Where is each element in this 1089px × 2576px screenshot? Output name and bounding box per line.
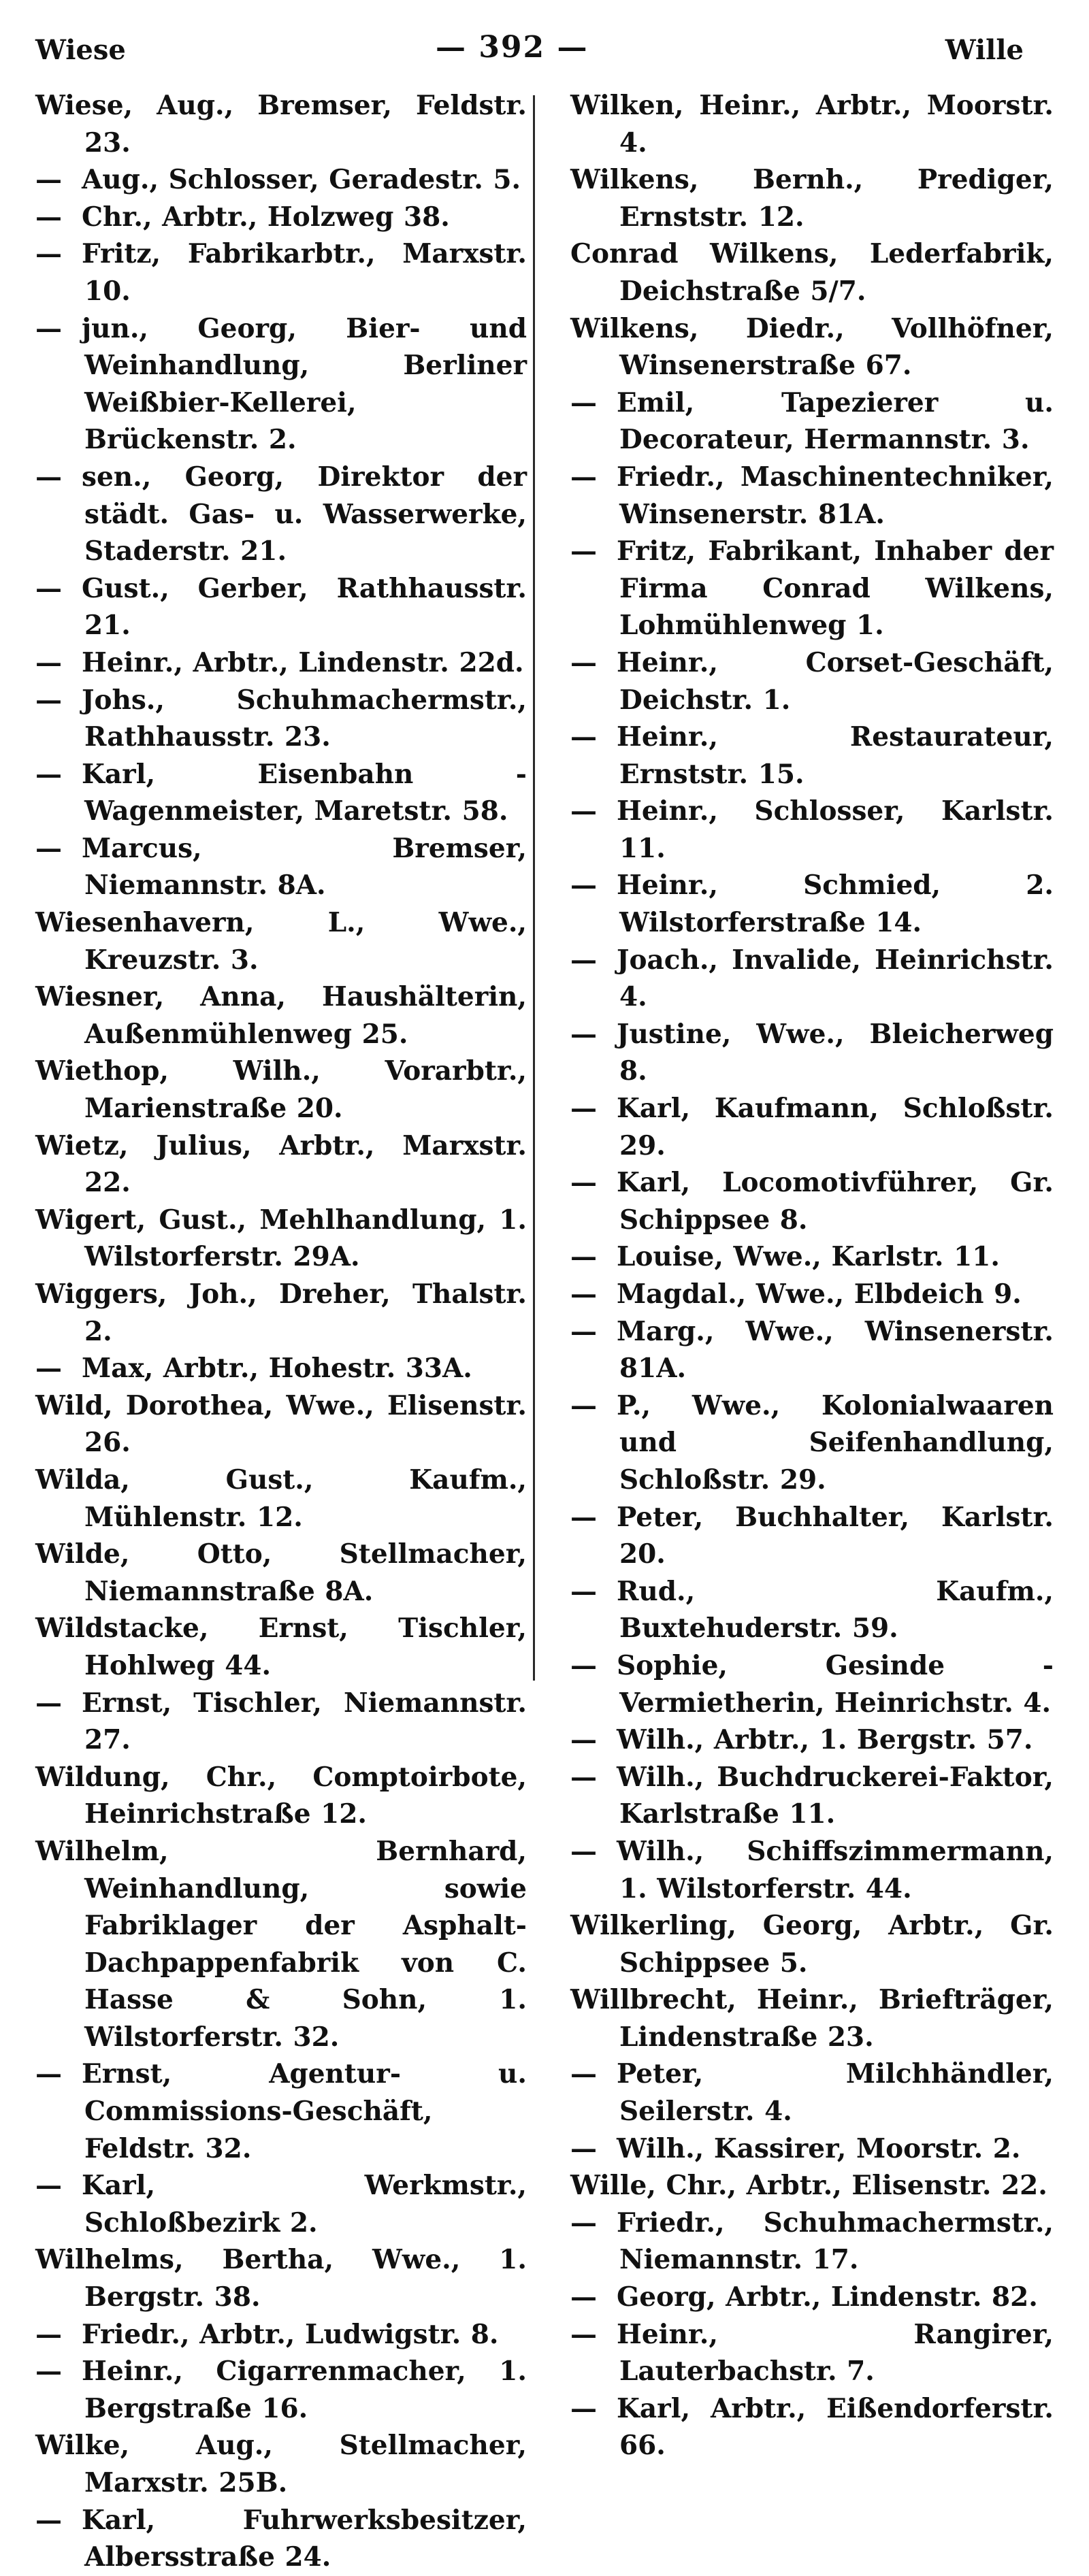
directory-entry bbox=[570, 1313, 1054, 1387]
entry-text: Johs., Schuhmachermstr., Rathhausstr. 23. bbox=[82, 684, 527, 753]
repeat-dash: — bbox=[570, 1018, 597, 1050]
entry-text: Heinr., Cigarrenmacher, 1. Bergstraße 16. bbox=[82, 2356, 527, 2424]
entry-text: Wilke, Aug., Stellmacher, Marxstr. 25B. bbox=[35, 2430, 527, 2498]
directory-entry bbox=[35, 570, 527, 644]
entry-text: Marcus, Bremser, Niemannstr. 8A. bbox=[82, 832, 527, 902]
directory-entry bbox=[35, 756, 527, 830]
directory-entry bbox=[570, 1759, 1054, 1833]
entry-text: Joach., Invalide, Heinrichstr. 4. bbox=[617, 944, 1054, 1013]
repeat-dash: — bbox=[35, 684, 62, 716]
repeat-dash: — bbox=[570, 1167, 597, 1199]
repeat-dash: — bbox=[570, 1649, 597, 1681]
directory-entry bbox=[570, 1907, 1054, 1981]
directory-entry bbox=[35, 1276, 527, 1350]
entry-text: Wilkerling, Georg, Arbtr., Gr. Schippsee 5. bbox=[570, 1910, 1054, 1979]
repeat-dash: — bbox=[570, 1093, 597, 1125]
entry-text: Wille, Chr., Arbtr., Elisenstr. 22. bbox=[570, 2170, 1047, 2202]
entry-text: Wild, Dorothea, Wwe., Elisenstr. 26. bbox=[35, 1389, 527, 1459]
repeat-dash: — bbox=[35, 758, 62, 790]
directory-entry bbox=[570, 2316, 1054, 2390]
entry-text: Karl, Arbtr., Eißendorferstr. 66. bbox=[617, 2392, 1054, 2462]
entry-text: Gust., Gerber, Rathhausstr. 21. bbox=[82, 572, 527, 642]
entry-text: Conrad Wilkens, Lederfabrik, Deichstraße 5/7. bbox=[570, 238, 1054, 307]
directory-entry bbox=[570, 1573, 1054, 1647]
directory-entry bbox=[570, 1387, 1054, 1499]
entry-text: Max, Arbtr., Hohestr. 33A. bbox=[82, 1353, 472, 1385]
entry-text: jun., Georg, Bier- und Weinhandlung, Berliner Weißbier-Kellerei, Brückenstr. 2. bbox=[82, 312, 527, 456]
entry-text: Wilh., Schiffszimmermann, 1. Wilstorferstr. 44. bbox=[617, 1835, 1054, 1904]
entry-text: Wietz, Julius, Arbtr., Marxstr. 22. bbox=[35, 1129, 527, 1199]
repeat-dash: — bbox=[570, 870, 597, 902]
repeat-dash: — bbox=[570, 2392, 597, 2424]
entry-text: Wilkens, Diedr., Vollhöfner, Winsenerstraße 67. bbox=[570, 312, 1054, 382]
entry-text: Louise, Wwe., Karlstr. 11. bbox=[617, 1241, 1000, 1273]
directory-entry bbox=[35, 1462, 527, 1536]
directory-entry bbox=[35, 310, 527, 459]
directory-entry bbox=[570, 867, 1054, 941]
entry-text: Karl, Fuhrwerksbesitzer, Albersstraße 24. bbox=[82, 2504, 527, 2573]
directory-entry bbox=[35, 978, 527, 1053]
entry-text: Marg., Wwe., Winsenerstr. 81A. bbox=[617, 1315, 1054, 1385]
entry-text: Emil, Tapezierer u. Decorateur, Hermannstr. 3. bbox=[617, 386, 1054, 456]
repeat-dash: — bbox=[570, 1761, 597, 1793]
directory-entry bbox=[570, 1981, 1054, 2055]
repeat-dash: — bbox=[570, 2058, 597, 2090]
repeat-dash: — bbox=[35, 2058, 62, 2090]
repeat-dash: — bbox=[570, 795, 597, 827]
directory-entry bbox=[570, 644, 1054, 719]
directory-entry bbox=[35, 1350, 527, 1387]
directory-entry bbox=[35, 1053, 527, 1127]
entry-text: Wilda, Gust., Kaufm., Mühlenstr. 12. bbox=[35, 1464, 527, 1533]
directory-entry bbox=[35, 459, 527, 570]
entry-text: Wiethop, Wilh., Vorarbtr., Marienstraße 20. bbox=[35, 1055, 527, 1125]
entry-text: Wilh., Arbtr., 1. Bergstr. 57. bbox=[617, 1724, 1033, 1756]
entry-text: Wiesenhavern, L., Wwe., Kreuzstr. 3. bbox=[35, 907, 527, 976]
repeat-dash: — bbox=[35, 1687, 62, 1719]
directory-entry bbox=[570, 2167, 1054, 2205]
directory-entry bbox=[570, 459, 1054, 533]
directory-entry bbox=[570, 533, 1054, 644]
entry-text: Wilhelms, Bertha, Wwe., 1. Bergstr. 38. bbox=[35, 2244, 527, 2313]
entry-text: Karl, Eisenbahn - Wagenmeister, Maretstr. 58. bbox=[82, 758, 527, 827]
entry-text: Peter, Milchhändler, Seilerstr. 4. bbox=[617, 2058, 1054, 2128]
repeat-dash: — bbox=[570, 721, 597, 753]
entry-text: Wildstacke, Ernst, Tischler, Hohlweg 44. bbox=[35, 1613, 527, 1681]
directory-entry bbox=[35, 1610, 527, 1684]
repeat-dash: — bbox=[570, 2207, 597, 2239]
directory-entry bbox=[35, 199, 527, 236]
repeat-dash: — bbox=[570, 461, 597, 493]
directory-entry bbox=[570, 87, 1054, 161]
directory-entry bbox=[35, 1759, 527, 1833]
directory-entry bbox=[35, 2167, 527, 2241]
repeat-dash: — bbox=[35, 2170, 62, 2202]
entry-text: Wiesner, Anna, Haushälterin, Außenmühlenweg 25. bbox=[35, 981, 527, 1050]
repeat-dash: — bbox=[35, 1353, 62, 1385]
repeat-dash: — bbox=[570, 1575, 597, 1607]
directory-entry bbox=[35, 2316, 527, 2354]
entry-text: Wildung, Chr., Comptoirbote, Heinrichstraße 12. bbox=[35, 1761, 527, 1830]
directory-entry bbox=[35, 904, 527, 978]
entry-text: Heinr., Schlosser, Karlstr. 11. bbox=[617, 795, 1054, 864]
right-column bbox=[570, 87, 1054, 2464]
directory-entry bbox=[570, 1276, 1054, 1313]
directory-entry bbox=[35, 644, 527, 682]
directory-entry bbox=[570, 719, 1054, 793]
repeat-dash: — bbox=[35, 832, 62, 864]
directory-entry bbox=[570, 1833, 1054, 1907]
entry-text: Aug., Schlosser, Geradestr. 5. bbox=[82, 164, 521, 196]
entry-text: Wilh., Kassirer, Moorstr. 2. bbox=[617, 2132, 1021, 2164]
repeat-dash: — bbox=[570, 2318, 597, 2350]
directory-entry bbox=[570, 384, 1054, 459]
repeat-dash: — bbox=[35, 572, 62, 604]
directory-entry bbox=[570, 793, 1054, 867]
repeat-dash: — bbox=[35, 461, 62, 493]
repeat-dash: — bbox=[570, 646, 597, 678]
entry-text: Karl, Kaufmann, Schloßstr. 29. bbox=[617, 1093, 1054, 1161]
repeat-dash: — bbox=[35, 164, 62, 196]
repeat-dash: — bbox=[35, 2318, 62, 2350]
entry-text: Wiese, Aug., Bremser, Feldstr. 23. bbox=[35, 90, 527, 159]
directory-entry bbox=[570, 2390, 1054, 2464]
entry-text: Peter, Buchhalter, Karlstr. 20. bbox=[617, 1501, 1054, 1570]
directory-entry bbox=[570, 2055, 1054, 2130]
repeat-dash: — bbox=[35, 2504, 62, 2536]
repeat-dash: — bbox=[570, 1315, 597, 1347]
repeat-dash: — bbox=[570, 535, 597, 567]
entry-text: Fritz, Fabrikarbtr., Marxstr. 10. bbox=[82, 238, 527, 307]
repeat-dash: — bbox=[570, 1724, 597, 1756]
directory-entry bbox=[35, 87, 527, 161]
left-column bbox=[35, 87, 527, 2576]
repeat-dash: — bbox=[570, 2132, 597, 2164]
entry-text: Ernst, Agentur- u. Commissions-Geschäft, Feldstr. 32. bbox=[82, 2058, 527, 2164]
entry-text: Karl, Locomotivführer, Gr. Schippsee 8. bbox=[617, 1167, 1054, 1236]
directory-entry bbox=[570, 2130, 1054, 2168]
repeat-dash: — bbox=[570, 944, 597, 976]
repeat-dash: — bbox=[570, 1241, 597, 1273]
entry-text: Karl, Werkmstr., Schloßbezirk 2. bbox=[82, 2170, 527, 2239]
entry-text: Wilken, Heinr., Arbtr., Moorstr. 4. bbox=[570, 90, 1054, 159]
directory-entry bbox=[35, 2055, 527, 2167]
directory-entry bbox=[570, 1016, 1054, 1090]
entry-text: Heinr., Restaurateur, Ernststr. 15. bbox=[617, 721, 1054, 790]
entry-text: Georg, Arbtr., Lindenstr. 82. bbox=[617, 2281, 1038, 2313]
directory-entry bbox=[35, 2241, 527, 2315]
directory-entry bbox=[570, 1164, 1054, 1238]
entry-text: Heinr., Rangirer, Lauterbachstr. 7. bbox=[617, 2318, 1054, 2388]
directory-entry bbox=[35, 830, 527, 904]
page-number: — 392 — bbox=[436, 30, 589, 65]
entry-text: Wilh., Buchdruckerei-Faktor, Karlstraße 11. bbox=[617, 1761, 1054, 1830]
entry-text: Magdal., Wwe., Elbdeich 9. bbox=[617, 1278, 1022, 1310]
directory-entry bbox=[35, 2502, 527, 2576]
entry-text: Heinr., Arbtr., Lindenstr. 22d. bbox=[82, 646, 524, 678]
directory-entry bbox=[570, 1238, 1054, 1276]
entry-text: Friedr., Maschinentechniker, Winsenerstr. 81A. bbox=[617, 461, 1054, 530]
directory-entry bbox=[570, 2279, 1054, 2316]
repeat-dash: — bbox=[570, 1278, 597, 1310]
entry-text: Sophie, Gesinde - Vermietherin, Heinrichstr. 4. bbox=[617, 1649, 1054, 1719]
header-left-keyword: Wiese bbox=[35, 34, 126, 66]
directory-entry bbox=[35, 2427, 527, 2501]
entry-text: Rud., Kaufm., Buxtehuderstr. 59. bbox=[617, 1575, 1054, 1645]
repeat-dash: — bbox=[570, 2281, 597, 2313]
repeat-dash: — bbox=[570, 386, 597, 418]
entry-text: P., Wwe., Kolonialwaaren und Seifenhandlung, Schloßstr. 29. bbox=[617, 1389, 1054, 1496]
entry-text: Wiggers, Joh., Dreher, Thalstr. 2. bbox=[35, 1278, 527, 1347]
repeat-dash: — bbox=[35, 646, 62, 678]
entry-text: Ernst, Tischler, Niemannstr. 27. bbox=[82, 1687, 527, 1756]
entry-text: Fritz, Fabrikant, Inhaber der Firma Conrad Wilkens, Lohmühlenweg 1. bbox=[617, 535, 1054, 642]
repeat-dash: — bbox=[35, 312, 62, 344]
entry-text: Friedr., Arbtr., Ludwigstr. 8. bbox=[82, 2318, 499, 2350]
entry-text: Heinr., Corset-Geschäft, Deichstr. 1. bbox=[617, 646, 1054, 716]
directory-entry bbox=[35, 1387, 527, 1462]
directory-entry bbox=[35, 1127, 527, 1202]
entry-text: Wilde, Otto, Stellmacher, Niemannstraße 8A. bbox=[35, 1538, 527, 1607]
repeat-dash: — bbox=[35, 2356, 62, 2388]
directory-entry bbox=[570, 942, 1054, 1016]
directory-entry bbox=[570, 1090, 1054, 1164]
repeat-dash: — bbox=[570, 1389, 597, 1421]
directory-entry bbox=[35, 1202, 527, 1276]
directory-entry bbox=[35, 2353, 527, 2427]
directory-entry bbox=[35, 1833, 527, 2056]
directory-entry bbox=[35, 682, 527, 756]
directory-entry bbox=[35, 1536, 527, 1610]
repeat-dash: — bbox=[570, 1501, 597, 1533]
repeat-dash: — bbox=[35, 201, 62, 233]
page-header bbox=[0, 27, 1089, 68]
repeat-dash: — bbox=[35, 238, 62, 270]
directory-entry bbox=[570, 2205, 1054, 2279]
repeat-dash: — bbox=[570, 1835, 597, 1867]
entry-text: Justine, Wwe., Bleicherweg 8. bbox=[617, 1018, 1054, 1087]
directory-entry bbox=[35, 1685, 527, 1759]
directory-entry bbox=[570, 1721, 1054, 1759]
entry-text: Wilkens, Bernh., Prediger, Ernststr. 12. bbox=[570, 164, 1054, 233]
directory-entry bbox=[570, 1647, 1054, 1721]
column-divider bbox=[533, 95, 535, 1681]
directory-entry bbox=[570, 161, 1054, 235]
directory-entry bbox=[35, 161, 527, 199]
directory-entry bbox=[570, 1499, 1054, 1573]
entry-text: Willbrecht, Heinr., Briefträger, Lindenstraße 23. bbox=[570, 1984, 1054, 2053]
entry-text: sen., Georg, Direktor der städt. Gas- u. Wasserwerke, Staderstr. 21. bbox=[82, 461, 527, 567]
entry-text: Wilhelm, Bernhard, Weinhandlung, sowie Fabriklager der Asphalt-Dachpappenfabrik von C. Hasse & Sohn, 1. Wilstorferstr. 32. bbox=[35, 1835, 527, 2053]
entry-text: Heinr., Schmied, 2. Wilstorferstraße 14. bbox=[617, 870, 1054, 939]
directory-entry bbox=[570, 310, 1054, 384]
entry-text: Friedr., Schuhmachermstr., Niemannstr. 17. bbox=[617, 2207, 1054, 2276]
directory-entry bbox=[570, 235, 1054, 310]
entry-text: Wigert, Gust., Mehlhandlung, 1. Wilstorferstr. 29A. bbox=[35, 1204, 527, 1273]
header-right-keyword: Wille bbox=[945, 34, 1024, 66]
directory-entry bbox=[35, 235, 527, 310]
entry-text: Chr., Arbtr., Holzweg 38. bbox=[82, 201, 450, 233]
